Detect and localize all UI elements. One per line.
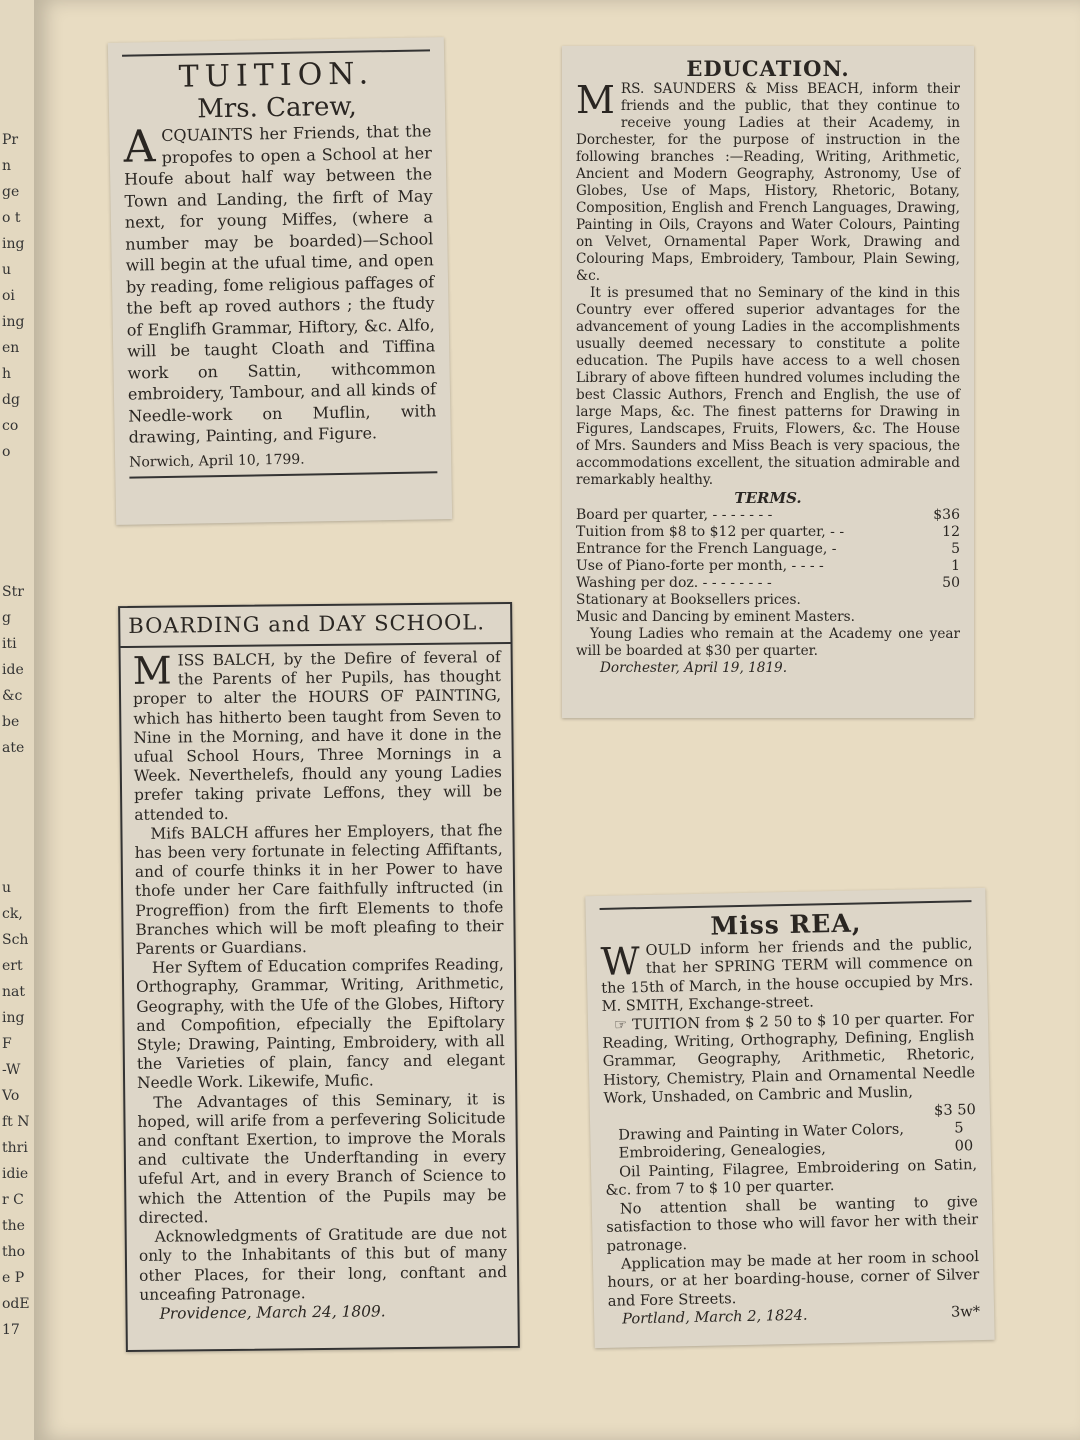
boarding-para-4: The Advantages of this Seminary, it is hoped, will arife from a perfevering Solicitude and conftant Exertion, to improve the Morals and cultivate the Underftanding in every ufeful Art, and in every Branch of Science to which the Attention of the Pupils may be directed. (137, 1089, 507, 1227)
tuition-clipping (108, 37, 452, 525)
terms-value: 1 (951, 558, 960, 574)
left-page-fragment: ide (2, 662, 24, 678)
boarding-body (121, 644, 518, 1324)
left-page-fragment: the (2, 1218, 25, 1234)
tuition-title: TUITION. (178, 56, 375, 95)
left-page-fragment: o (2, 444, 11, 460)
left-page-fragment: nat (2, 984, 25, 1000)
rea-para-6: Application may be made at her room in school hours, or at her boarding-house, corner of Silver and Fore Streets. (607, 1247, 980, 1310)
drop-cap: M (576, 78, 615, 122)
left-page-fragment: be (2, 714, 20, 730)
education-title: EDUCATION. (686, 56, 850, 81)
terms-value: 50 (942, 575, 960, 591)
left-page-fragment: Sch (2, 932, 29, 948)
terms-row (576, 575, 960, 592)
rea-price-row-1: $3 50 (933, 1100, 977, 1119)
left-page-fragment: ck, (2, 906, 23, 922)
rea-price-row-2: Drawing and Painting in Water Colors, Embroidering, Genealogies, 5 00 (618, 1119, 974, 1163)
rea-para-5: No attention shall be wanting to give satisfaction to those who will favor her with their patronage. (606, 1192, 979, 1255)
left-page-fragment: ate (2, 740, 25, 756)
bottom-rule (129, 471, 437, 478)
terms-label: Washing per doz. - - - - - - - - (576, 575, 772, 591)
terms-label: Board per quarter, - - - - - - - (576, 507, 773, 523)
rea-clipping (585, 888, 994, 1348)
terms-value: 12 (942, 524, 960, 540)
left-page-fragment: co (2, 418, 19, 434)
boarding-para-2: Mifs BALCH affures her Employers, that fhe has been very fortunate in felecting Affiftants, and of courfe thinks it in her Power to have thofe under her Care faithfully inftructed (in Progreffion) from the firft Elements to thofe Branches which will be moft pleafing to their Parents or Guardians. (134, 820, 504, 958)
tuition-body: ACQUAINTS her Friends, that the propofes to open a School at her Houfe about half way between the Town and Landing, the firft of May next, for young Miffes, (where a number may be boarded)—School will begin at the ufual time, and open by reading, fome religious paffages of the beft ap roved authors ; the ftudy of Englifh Grammar, Hiftory, &c. Alfo, will be taught Cloath and Tiffina work on Sattin, withcommon embroidery, Tambour, and all kinds of Needle-work on Muflin, with drawing, Painting, and Figure. (123, 121, 437, 447)
left-page-fragment: F (2, 1036, 12, 1052)
rea-dateline-row: Portland, March 2, 1824. 3w* (621, 1303, 981, 1328)
left-page-fragment: u (2, 262, 12, 278)
left-page-fragment: o t (2, 210, 21, 226)
left-page-fragment: dg (2, 392, 20, 408)
terms-value: 5 (951, 541, 960, 557)
drop-cap: W (600, 939, 641, 984)
left-page-fragment: 17 (2, 1322, 20, 1338)
terms-value: $36 (933, 507, 960, 523)
left-page-fragment: ge (2, 184, 20, 200)
rea-para-4: Oil Painting, Filagree, Embroidering on Satin, &c. from 7 to $ 10 per quarter. (605, 1155, 978, 1200)
scrapbook-page (34, 0, 1080, 1440)
drop-cap: M (132, 648, 172, 693)
left-page-fragment: oi (2, 288, 15, 304)
rea-para-1: WOULD inform her friends and the public, that her SPRING TERM will commence on the 15th of March, in the house occupied by Mrs. M. SMITH, Exchange-street. (600, 935, 974, 1016)
left-page-fragment: ft N (2, 1114, 30, 1130)
left-page-edge (0, 0, 36, 1440)
rea-title: Miss REA, (710, 908, 862, 941)
boarding-para-3: Her Syftem of Education comprifes Reading, Orthography, Grammar, Writing, Arithmetic, Geography, with the Ufe of the Globes, Hiftory and Compofition, efpecially the Epiftolary Style; Drawing, Painting, Embroidery, with all the Varieties of plain, fancy and elegant Needle Work. Likewife, Mufic. (136, 955, 505, 1093)
boarding-para-1: MISS BALCH, by the Defire of feveral of the Parents of her Pupils, has thought proper to alter the HOURS OF PAINTING, which has hitherto been taught from Seven to Nine in the Morning, and have it done in the ufual School Hours, Three Mornings in a Week. Neverthelefs, fhould any young Ladies prefer taking private Leffons, they will be attended to. (132, 648, 503, 824)
tuition-dateline: Norwich, April 10, 1799. (128, 451, 305, 471)
left-page-fragment: h (2, 366, 12, 382)
left-page-fragment: Pr (2, 132, 19, 148)
left-page-fragment: iti (2, 636, 17, 652)
terms-row (576, 524, 960, 541)
left-page-fragment: n (2, 158, 12, 174)
terms-extra-2: Music and Dancing by eminent Masters. (576, 609, 855, 625)
terms-table (576, 507, 960, 592)
education-dateline: Dorchester, April 19, 1819. (600, 660, 788, 676)
left-page-fragment: ert (2, 958, 23, 974)
boarding-para-5: Acknowledgments of Gratitude are due not only to the Inhabitants of this but of many other Places, for their long, conftant and unceafing Patronage. (138, 1224, 508, 1304)
left-page-fragment: g (2, 610, 11, 626)
terms-row (576, 558, 960, 575)
boarding-title: BOARDING and DAY SCHOOL. (120, 604, 510, 648)
drop-cap: A (123, 121, 156, 173)
left-page-fragment: tho (2, 1244, 26, 1260)
rea-para-2: ☞ TUITION from $ 2 50 to $ 10 per quarter. For Reading, Writing, Orthography, Defining, English Grammar, Geography, Arithmetic, Rhetoric, History, Chemistry, Plain and Ornamental Needle Work, Unshaded, on Cambric and Muslin, (602, 1008, 976, 1108)
terms-title: TERMS. (734, 489, 802, 507)
left-page-fragment: Vo (2, 1088, 20, 1104)
left-page-fragment: ing (2, 236, 25, 252)
left-page-fragment: ing (2, 1010, 25, 1026)
boarding-dateline: Providence, March 24, 1809. (159, 1302, 386, 1323)
education-clipping (562, 46, 974, 718)
left-page-fragment: idie (2, 1166, 29, 1182)
education-body-2: It is presumed that no Seminary of the kind in this Country ever offered superior advantages for the advancement of young Ladies in the accomplishments usually deemed necessary to constitute a polite education. The Pupils have access to a well chosen Library of above fifteen hundred volumes including the best Classic Authors, French and English, the use of large Maps, &c. The finest patterns for Drawing in Figures, Landscapes, Fruits, Flowers, &c. The House of Mrs. Saunders and Miss Beach is very spacious, the accommodations excellent, the situation admirable and remarkably healthy. (576, 285, 960, 488)
terms-row (576, 541, 960, 558)
left-page-fragment: thri (2, 1140, 28, 1156)
left-page-fragment: Str (2, 584, 24, 600)
education-body: MRS. SAUNDERS & Miss BEACH, inform their friends and the public, that they continue to receive young Ladies at their Academy, in Dorchester, for the purpose of instruction in the following branches :—Reading, Writing, Arithmetic, Ancient and Modern Geography, Astronomy, Use of Globes, Use of Maps, History, Rhetoric, Botany, Composition, English and French Languages, Drawing, Painting in Oils, Crayons and Water Colours, Painting on Velvet, Ornamental Paper Work, Drawing and Colouring Maps, Embroidery, Tambour, Plain Sewing, &c. (576, 78, 960, 284)
boarding-clipping (118, 602, 520, 1352)
terms-row (576, 507, 960, 524)
terms-extra-1: Stationary at Booksellers prices. (576, 592, 801, 608)
terms-label: Use of Piano-forte per month, - - - - (576, 558, 824, 574)
left-page-fragment: &c (2, 688, 23, 704)
left-page-fragment: en (2, 340, 20, 356)
terms-label: Tuition from $8 to $12 per quarter, - - (576, 524, 845, 540)
left-page-fragment: odE (2, 1296, 30, 1312)
left-page-fragment: u (2, 880, 12, 896)
terms-label: Entrance for the French Language, - (576, 541, 837, 557)
tuition-name: Mrs. Carew, (196, 91, 358, 125)
left-page-fragment: r C (2, 1192, 24, 1208)
left-page-fragment: -W (2, 1062, 21, 1078)
terms-extra-3: Young Ladies who remain at the Academy one year will be boarded at $30 per quarter. (576, 626, 960, 659)
left-page-fragment: e P (2, 1270, 25, 1286)
left-page-fragment: ing (2, 314, 25, 330)
